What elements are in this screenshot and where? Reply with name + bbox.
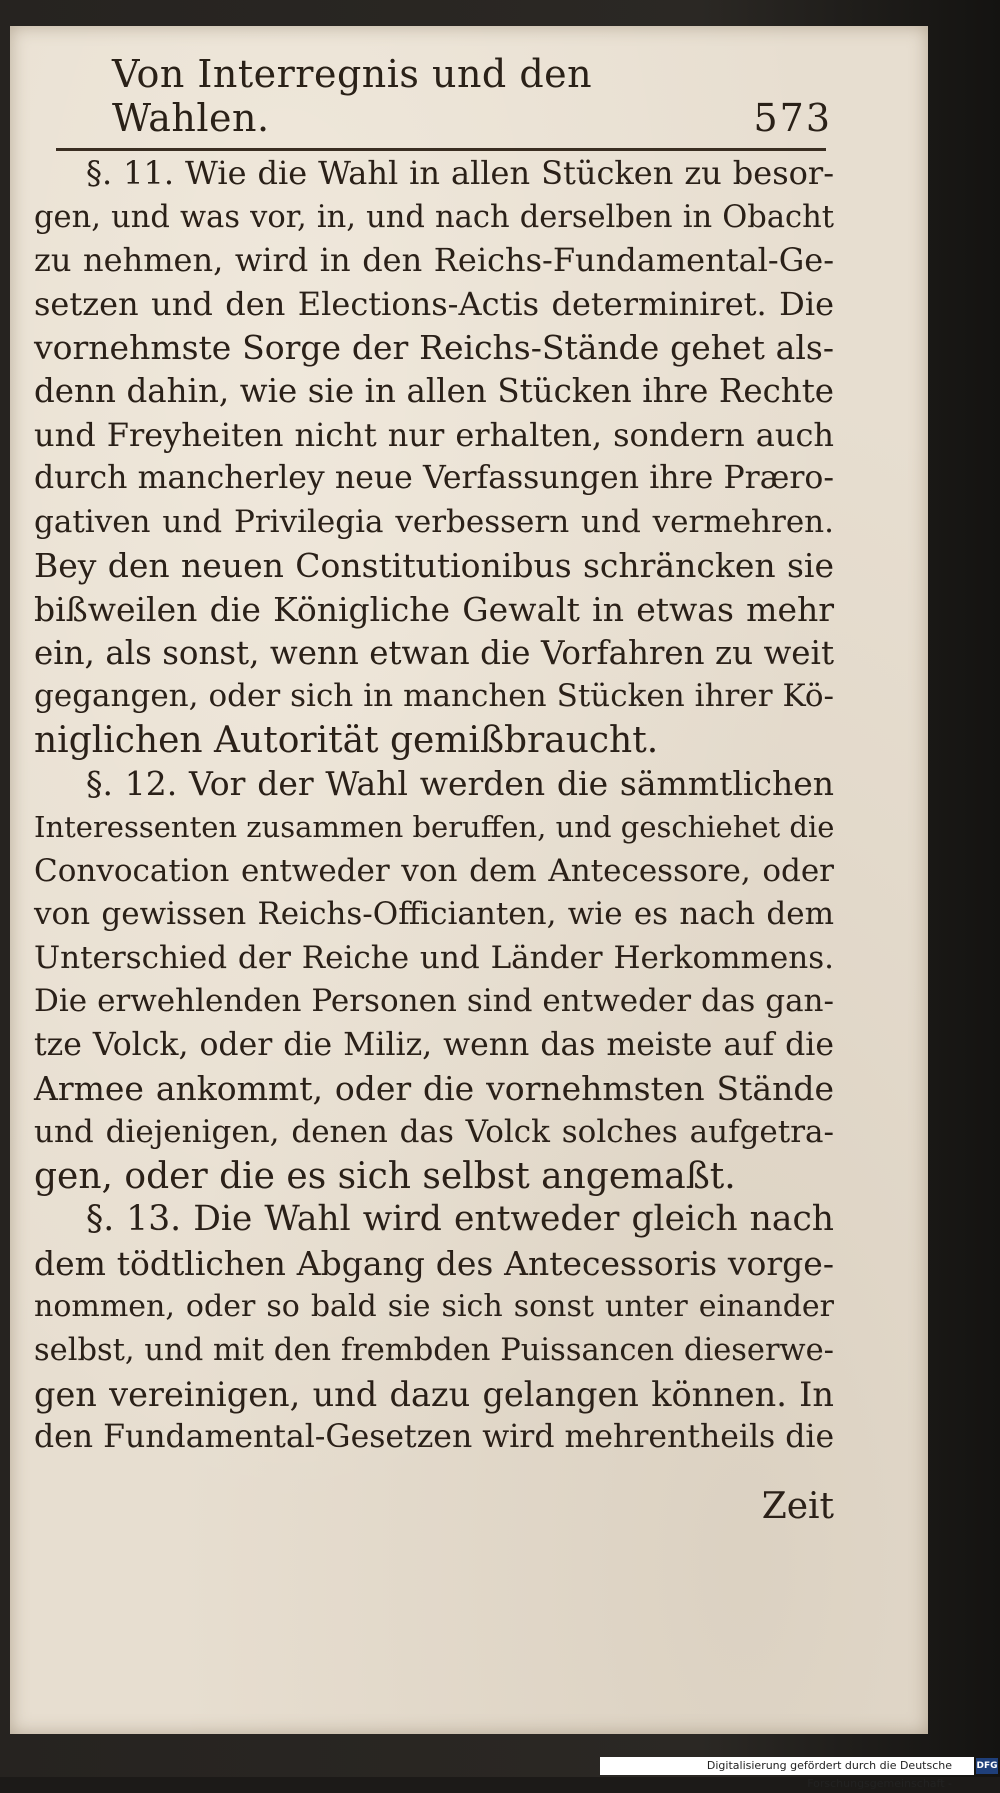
text-line: Bey den neuen Constitutionibus schräncken sie bbox=[34, 546, 834, 586]
text-line: und Freyheiten nicht nur erhalten, sondern auch bbox=[34, 415, 834, 454]
digitization-credit: Digitalisierung gefördert durch die Deutsche Forschungsgemeinschaft - bbox=[600, 1757, 974, 1775]
text-line: gen vereinigen, und dazu gelangen können. In bbox=[34, 1374, 834, 1414]
body-text bbox=[34, 152, 834, 1460]
text-line: dem tödtlichen Abgang des Antecessoris vorge- bbox=[34, 1243, 834, 1283]
text-line: tze Volck, oder die Miliz, wenn das meiste auf die bbox=[34, 1026, 834, 1063]
text-line: ein, als sonst, wenn etwan die Vorfahren zu weit bbox=[34, 633, 834, 672]
text-line: §. 12. Vor der Wahl werden die sämmtlichen bbox=[86, 764, 834, 804]
text-line: niglichen Autorität gemißbraucht. bbox=[34, 719, 659, 761]
text-line: Convocation entweder von dem Antecessore, oder bbox=[34, 852, 834, 889]
text-line: Interessenten zusammen beruffen, und geschiehet die bbox=[34, 809, 835, 844]
text-line: bißweilen die Königliche Gewalt in etwas mehr bbox=[34, 589, 834, 629]
text-line: selbst, und mit den frembden Puissancen dieserwe- bbox=[34, 1333, 834, 1369]
text-line: nommen, oder so bald sie sich sonst unter einander bbox=[34, 1289, 834, 1325]
text-line: setzen und den Elections-Actis determiniret. Die bbox=[34, 284, 834, 323]
text-line: vornehmste Sorge der Reichs-Stände gehet als- bbox=[34, 328, 834, 368]
text-line: Unterschied der Reiche und Länder Herkommens. bbox=[34, 939, 834, 976]
text-line: denn dahin, wie sie in allen Stücken ihre Rechte bbox=[34, 371, 834, 410]
running-head bbox=[112, 52, 832, 140]
text-line: von gewissen Reichs-Officianten, wie es nach dem bbox=[34, 896, 834, 933]
text-line: gegangen, oder sich in manchen Stücken ihrer Kö- bbox=[34, 678, 834, 715]
catchword: Zeit bbox=[761, 1486, 834, 1527]
header-rule bbox=[56, 148, 826, 151]
text-line: durch mancherley neue Verfassungen ihre Præro- bbox=[34, 460, 834, 497]
text-line: §. 13. Die Wahl wird entweder gleich nach bbox=[86, 1199, 834, 1240]
text-line: §. 11. Wie die Wahl in allen Stücken zu besor- bbox=[86, 154, 834, 192]
dfg-logo: DFG bbox=[976, 1758, 998, 1774]
page-number: 573 bbox=[753, 96, 832, 140]
running-title: Von Interregnis und den Wahlen. bbox=[112, 52, 593, 140]
text-line: gen, oder die es sich selbst angemaßt. bbox=[34, 1155, 736, 1197]
text-line: gativen und Privilegia verbessern und vermehren. bbox=[34, 503, 834, 540]
text-line: gen, und was vor, in, und nach derselben in Obacht bbox=[34, 199, 834, 235]
text-line: Die erwehlenden Personen sind entweder das gan- bbox=[34, 983, 834, 1020]
text-line: und diejenigen, denen das Volck solches aufgetra- bbox=[34, 1114, 834, 1151]
text-line: den Fundamental-Gesetzen wird mehrentheils die bbox=[34, 1419, 835, 1456]
text-line: zu nehmen, wird in den Reichs-Fundamental-Ge- bbox=[34, 241, 834, 280]
text-line: Armee ankommt, oder die vornehmsten Stände bbox=[34, 1069, 834, 1109]
